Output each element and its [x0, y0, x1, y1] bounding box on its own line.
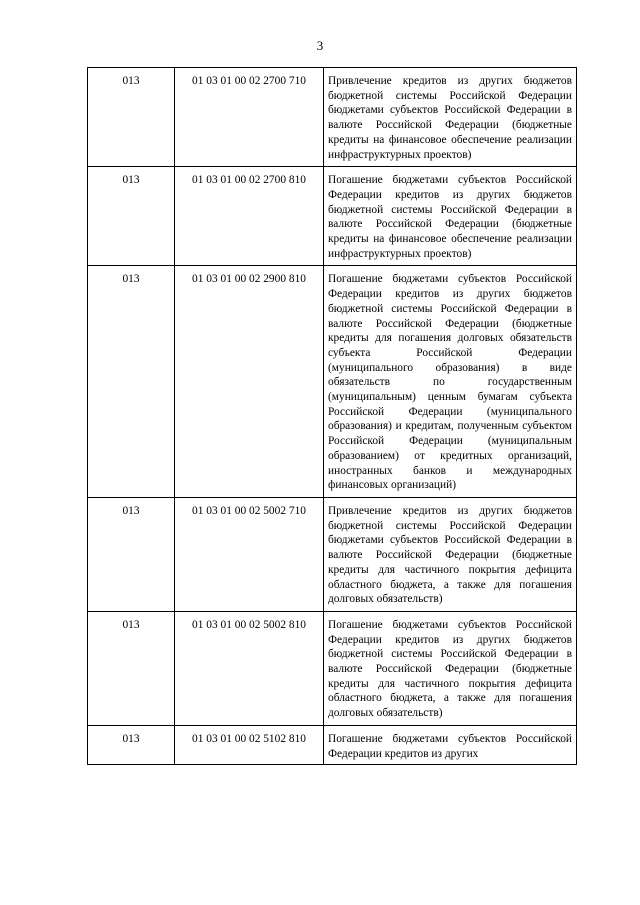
table-row: [88, 68, 577, 167]
budget-code-cell: 01 03 01 00 02 5002 810: [175, 611, 324, 725]
table-row: [88, 167, 577, 266]
admin-code-cell: 013: [88, 725, 175, 764]
budget-code-cell: 01 03 01 00 02 2900 810: [175, 266, 324, 498]
description-cell: Погашение бюджетами субъектов Российской Федерации кредитов из других бюджетов бюджетной системы Российской Федерации в валюте Российской Федерации (бюджетные кредиты для погашения долговых обязательств субъекта Российской Федерации (муниципального образования) в виде обязательств по государственным (муниципальным) ценным бумагам субъекта Российской Федерации (муниципального образования) и кредитам, полученным субъектом Российской Федерации (муниципальным образованием) от кредитных организаций, иностранных банков и международных финансовых организаций): [324, 266, 577, 498]
admin-code-cell: 013: [88, 497, 175, 611]
description-cell: Погашение бюджетами субъектов Российской Федерации кредитов из других бюджетов бюджетной системы Российской Федерации в валюте Российской Федерации (бюджетные кредиты на финансовое обеспечение реализации инфраструктурных проектов): [324, 167, 577, 266]
description-cell: Привлечение кредитов из других бюджетов бюджетной системы Российской Федерации бюджетами субъектов Российской Федерации в валюте Российской Федерации (бюджетные кредиты для частичного покрытия дефицита областного бюджета, а также для погашения долговых обязательств): [324, 497, 577, 611]
budget-code-cell: 01 03 01 00 02 5002 710: [175, 497, 324, 611]
admin-code-cell: 013: [88, 266, 175, 498]
table-row: [88, 266, 577, 498]
table-row: [88, 725, 577, 764]
table-row: [88, 497, 577, 611]
admin-code-cell: 013: [88, 167, 175, 266]
page-number: 3: [316, 38, 324, 53]
budget-code-cell: 01 03 01 00 02 2700 810: [175, 167, 324, 266]
budget-code-cell: 01 03 01 00 02 2700 710: [175, 68, 324, 167]
budget-code-cell: 01 03 01 00 02 5102 810: [175, 725, 324, 764]
description-text: Погашение бюджетами субъектов Российской Федерации кредитов из других: [328, 732, 572, 760]
table-row: [88, 611, 577, 725]
description-cell: Привлечение кредитов из других бюджетов бюджетной системы Российской Федерации бюджетами субъектов Российской Федерации в валюте Российской Федерации (бюджетные кредиты на финансовое обеспечение реализации инфраструктурных проектов): [324, 68, 577, 167]
description-cell: Погашение бюджетами субъектов Российской Федерации кредитов из других бюджетов бюджетной системы Российской Федерации в валюте Российской Федерации (бюджетные кредиты для частичного покрытия дефицита областного бюджета, а также для погашения долговых обязательств): [324, 611, 577, 725]
admin-code-cell: 013: [88, 611, 175, 725]
description-cell: [324, 725, 577, 764]
admin-code-cell: 013: [88, 68, 175, 167]
budget-classification-table: [87, 67, 577, 765]
